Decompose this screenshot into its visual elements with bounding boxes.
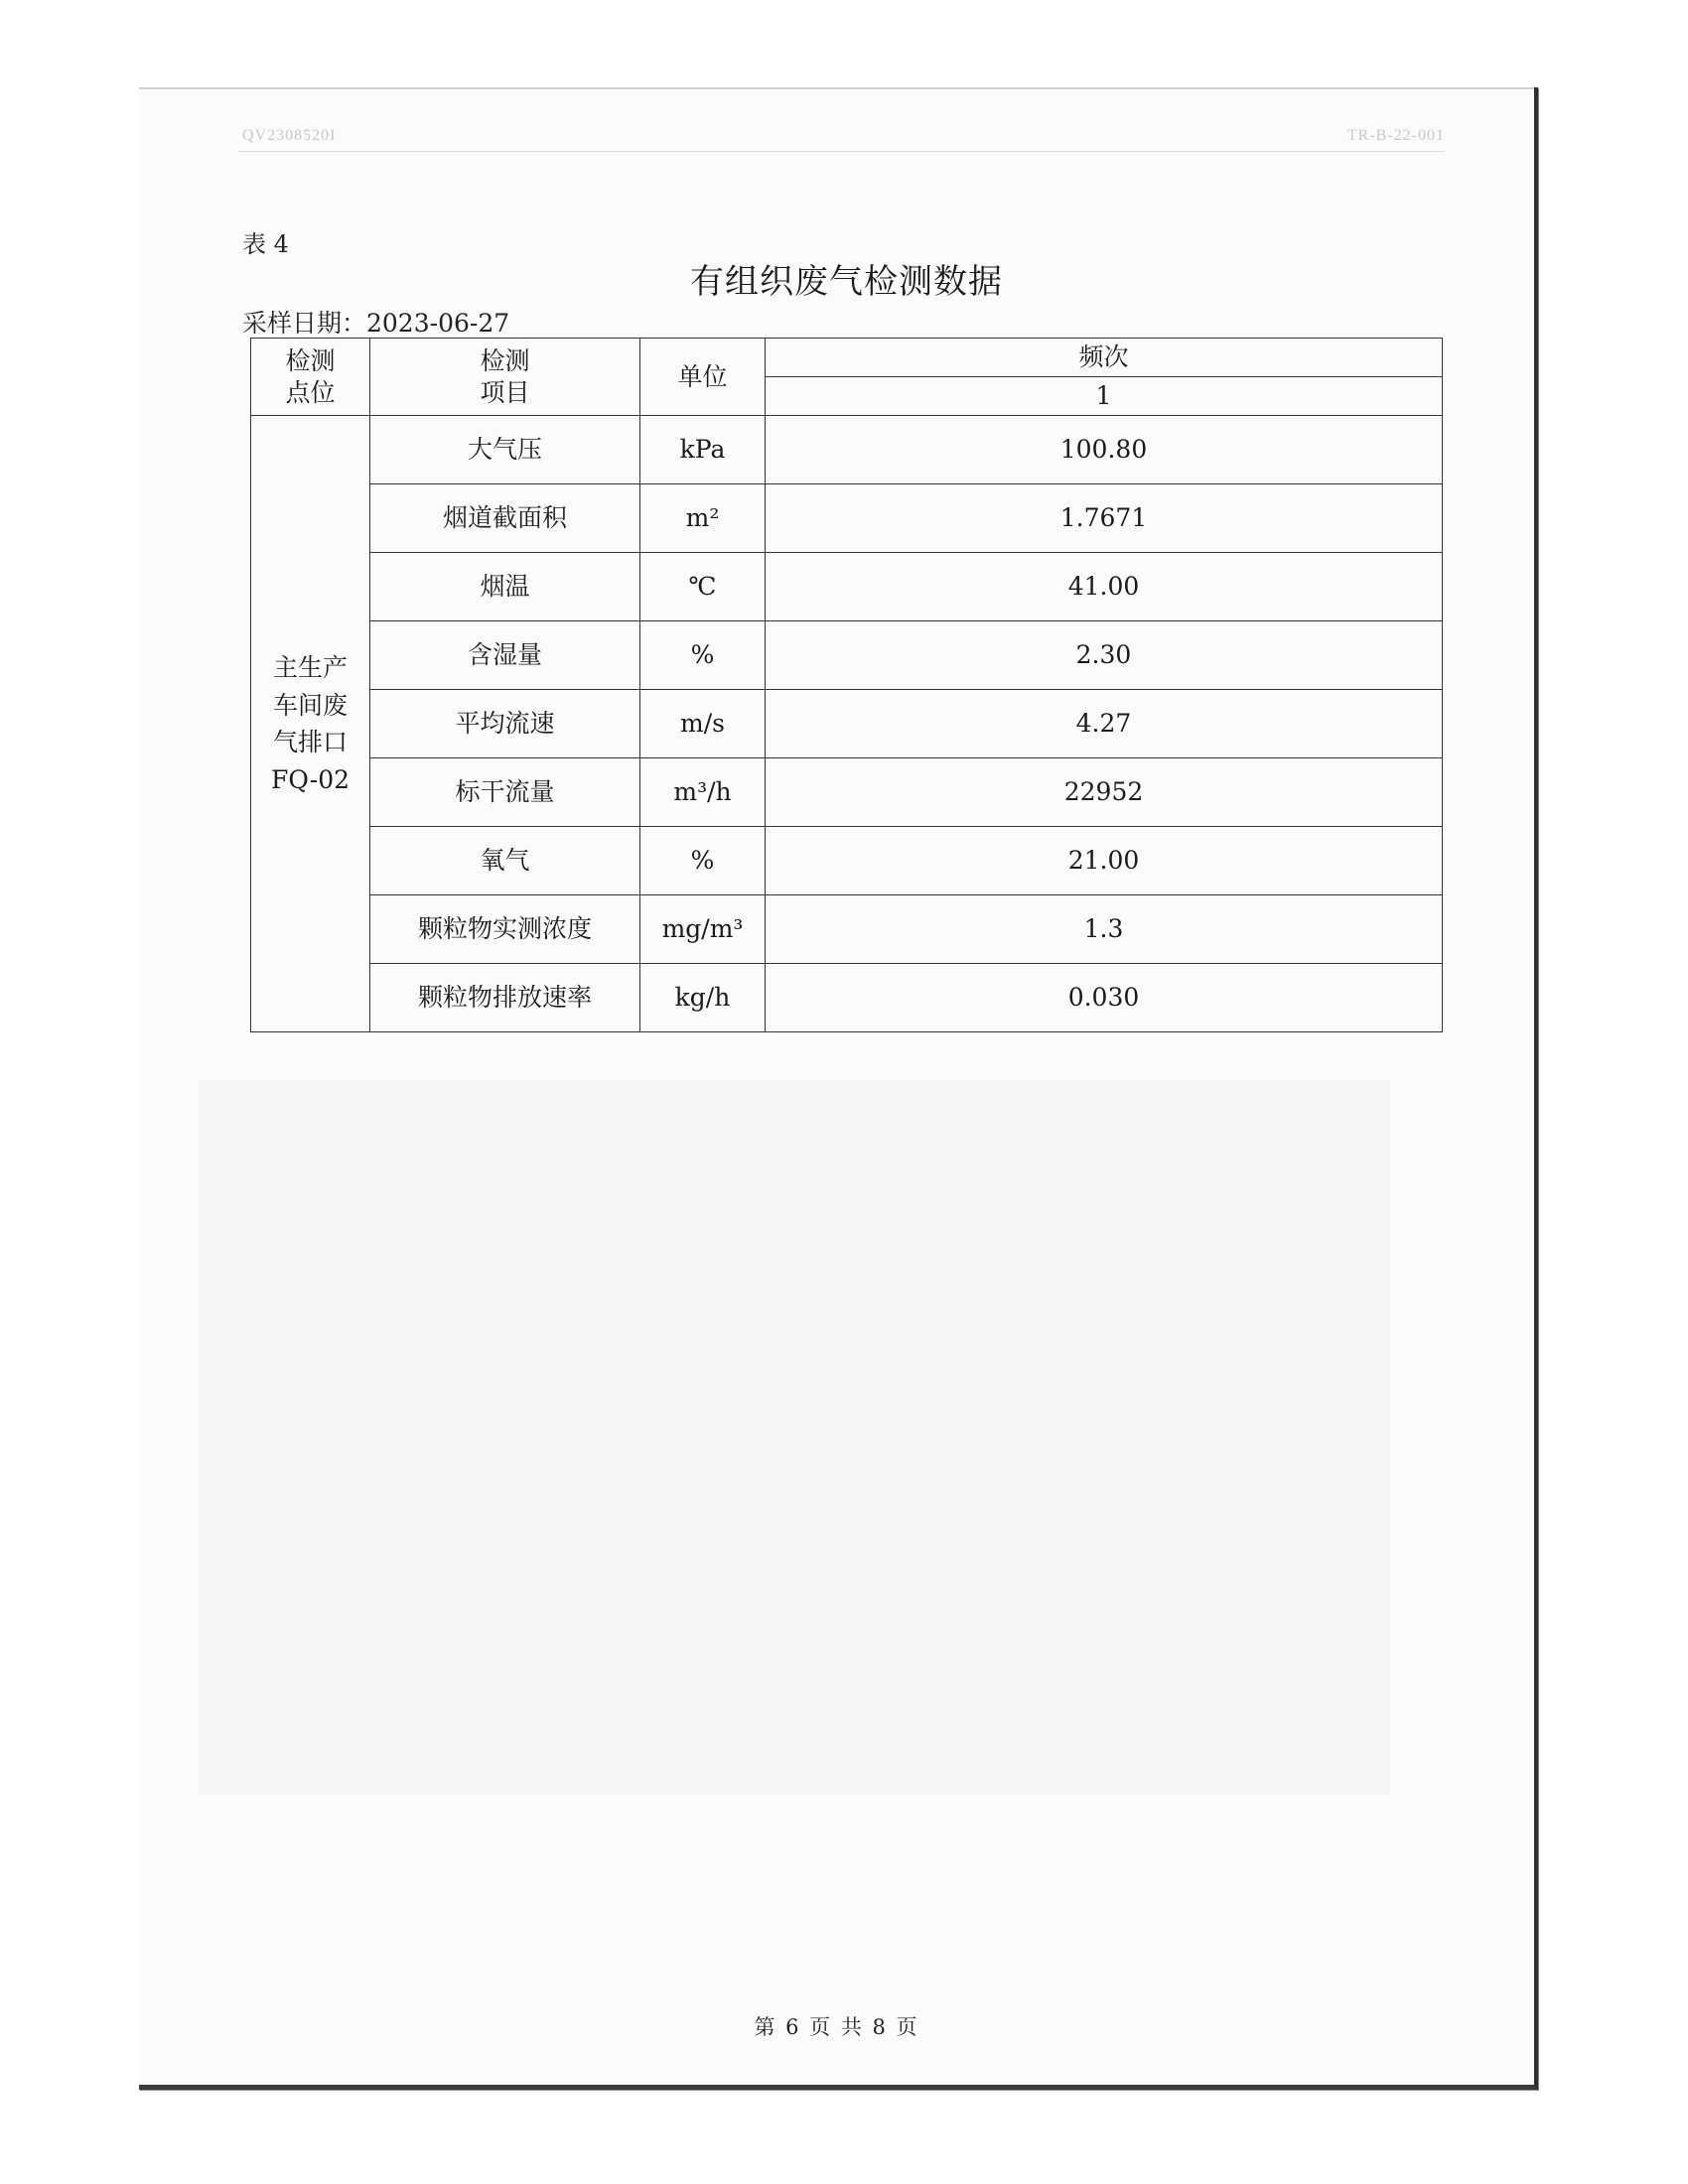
unit-cell: kg/h (640, 964, 766, 1032)
unit-cell: % (640, 827, 766, 895)
unit-cell: m/s (640, 690, 766, 758)
item-cell: 平均流速 (370, 690, 640, 758)
report-code: QV2308520I (242, 127, 337, 144)
table-row (251, 827, 1443, 895)
unit-cell: mg/m³ (640, 895, 766, 964)
page-top-edge (139, 87, 1534, 89)
table-row (251, 484, 1443, 553)
item-cell: 颗粒物实测浓度 (370, 895, 640, 964)
table-row (251, 621, 1443, 690)
col-header-item: 检测 项目 (370, 339, 640, 416)
value-cell: 21.00 (766, 827, 1443, 895)
item-cell: 标干流量 (370, 758, 640, 827)
item-cell: 氧气 (370, 827, 640, 895)
page-title (139, 254, 1534, 303)
table-row (251, 964, 1443, 1032)
form-code: TR-B-22-001 (1346, 127, 1445, 144)
bleed-through-shadow (199, 1080, 1390, 1795)
item-cell: 颗粒物排放速率 (370, 964, 640, 1032)
value-cell: 41.00 (766, 553, 1443, 621)
table-row (251, 553, 1443, 621)
col-header-point: 检测 点位 (251, 339, 370, 416)
item-cell: 含湿量 (370, 621, 640, 690)
item-cell: 烟道截面积 (370, 484, 640, 553)
value-cell: 0.030 (766, 964, 1443, 1032)
value-cell: 4.27 (766, 690, 1443, 758)
value-cell: 2.30 (766, 621, 1443, 690)
header-divider (238, 151, 1445, 152)
item-cell: 烟温 (370, 553, 640, 621)
col-header-frequency-index: 1 (766, 377, 1443, 416)
header-row-1 (251, 339, 1443, 377)
item-cell: 大气压 (370, 416, 640, 484)
table-row (251, 690, 1443, 758)
value-cell: 1.7671 (766, 484, 1443, 553)
document-page (139, 87, 1538, 2090)
value-cell: 1.3 (766, 895, 1443, 964)
unit-cell: ℃ (640, 553, 766, 621)
table-row (251, 758, 1443, 827)
value-cell: 100.80 (766, 416, 1443, 484)
col-header-frequency: 频次 (766, 339, 1443, 377)
unit-cell: % (640, 621, 766, 690)
value-cell: 22952 (766, 758, 1443, 827)
unit-cell: kPa (640, 416, 766, 484)
emission-data-table (250, 338, 1443, 1032)
sample-date: 采样日期：2023-06-27 (242, 309, 510, 338)
page-title-text: 有组织废气检测数据 (690, 262, 1003, 302)
unit-cell: m² (640, 484, 766, 553)
table-row (251, 416, 1443, 484)
unit-cell: m³/h (640, 758, 766, 827)
page-number: 第 6 页 共 8 页 (754, 2015, 919, 2039)
table-number: 表 4 (242, 230, 289, 258)
col-header-unit: 单位 (640, 339, 766, 416)
table-row (251, 895, 1443, 964)
monitoring-point-cell: 主生产 车间废 气排口 FQ-02 (251, 416, 370, 1032)
